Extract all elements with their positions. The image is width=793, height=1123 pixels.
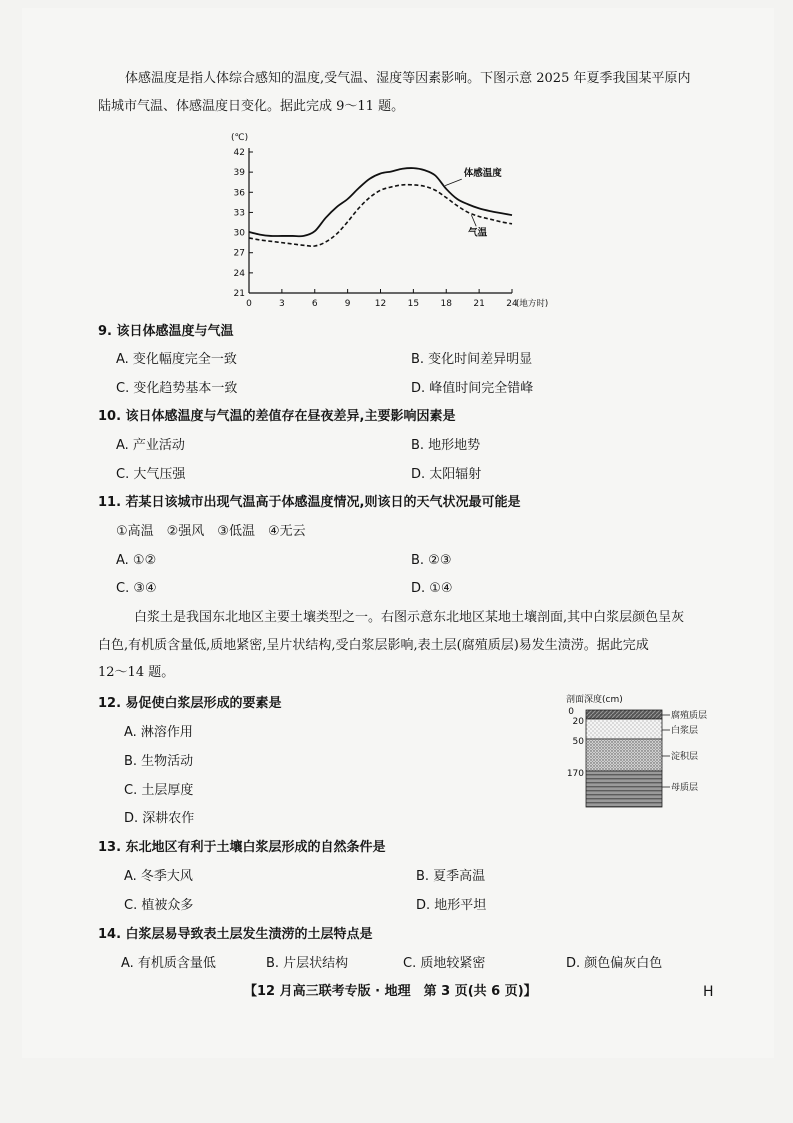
x-unit-label: (地方时) [516, 299, 549, 309]
passage2-line1: 白浆土是我国东北地区主要土壤类型之一。右图示意东北地区某地土壤剖面,其中白浆层颜色呈灰 [134, 610, 685, 625]
q11-option-c[interactable]: C. ③④ [116, 581, 157, 596]
passage2-line3: 12～14 题。 [98, 665, 175, 680]
soil-depth-20: 20 [572, 717, 584, 727]
y-tick-label: 21 [233, 289, 245, 299]
x-tick-label: 0 [246, 299, 252, 309]
q10-stem: 10. 该日体感温度与气温的差值存在昼夜差异,主要影响因素是 [98, 409, 456, 424]
passage1-line2: 陆城市气温、体感温度日变化。据此完成 9～11 题。 [98, 99, 405, 114]
q9-option-d[interactable]: D. 峰值时间完全错峰 [411, 381, 534, 396]
q12-option-a[interactable]: A. 淋溶作用 [124, 725, 193, 740]
page-footer: 【12 月高三联考专版 · 地理 第 3 页(共 6 页)】 [244, 984, 537, 999]
soil-depth-170: 170 [566, 769, 584, 779]
albic-layer [586, 719, 662, 739]
x-tick-label: 6 [311, 299, 318, 309]
q9-option-b[interactable]: B. 变化时间差异明显 [411, 352, 533, 367]
q10-option-c[interactable]: C. 大气压强 [116, 467, 186, 482]
q11-option-b[interactable]: B. ②③ [411, 553, 452, 568]
illuvial-layer [586, 739, 662, 771]
q14-stem: 14. 白浆层易导致表土层发生渍涝的土层特点是 [98, 927, 373, 942]
temperature-chart [222, 128, 567, 313]
label-humus-layer: 腐殖质层 [671, 711, 708, 721]
y-tick-label: 30 [233, 228, 245, 239]
passage2-line2: 白色,有机质含量低,质地紧密,呈片状结构,受白浆层影响,表土层(腐殖质层)易发生渍涝。据此完成 [98, 638, 649, 653]
q12-option-c[interactable]: C. 土层厚度 [124, 783, 194, 798]
q10-option-b[interactable]: B. 地形地势 [411, 438, 481, 453]
q12-stem: 12. 易促使白浆层形成的要素是 [98, 696, 282, 711]
y-tick-label: 27 [233, 248, 245, 259]
label-illuvial-layer: 淀积层 [671, 752, 699, 762]
y-tick-label: 36 [233, 188, 245, 199]
humus-layer [586, 710, 662, 719]
q13-option-c[interactable]: C. 植被众多 [124, 898, 194, 913]
q11-stem: 11. 若某日该城市出现气温高于体感温度情况,则该日的天气状况最可能是 [98, 495, 521, 510]
version-mark: H [703, 984, 714, 1000]
x-tick-label: 15 [407, 299, 420, 309]
q14-option-b[interactable]: B. 片层状结构 [266, 956, 349, 971]
q9-option-c[interactable]: C. 变化趋势基本一致 [116, 381, 238, 396]
q13-stem: 13. 东北地区有利于土壤白浆层形成的自然条件是 [98, 840, 386, 855]
x-tick-label: 3 [279, 299, 285, 309]
y-tick-label: 24 [233, 268, 245, 279]
y-tick-label: 39 [233, 168, 245, 179]
q14-option-a[interactable]: A. 有机质含量低 [121, 956, 216, 971]
q11-option-a[interactable]: A. ①② [116, 553, 157, 568]
series-label-air-temperature: 气温 [468, 227, 488, 239]
q11-items: ①高温 ②强风 ③低温 ④无云 [116, 524, 306, 539]
series-label-apparent-temperature: 体感温度 [463, 168, 502, 180]
soil-axis-label: 剖面深度(cm) [566, 695, 623, 705]
q9-stem: 9. 该日体感温度与气温 [98, 324, 234, 339]
passage1-line1: 体感温度是指人体综合感知的温度,受气温、湿度等因素影响。下图示意 2025 年夏季我国某平原内 [125, 71, 691, 86]
q11-option-d[interactable]: D. ①④ [411, 581, 453, 596]
x-tick-label: 12 [374, 299, 387, 309]
y-tick-label: 33 [233, 208, 245, 219]
q14-option-d[interactable]: D. 颜色偏灰白色 [566, 956, 663, 971]
x-tick-label: 9 [344, 299, 351, 309]
q13-option-b[interactable]: B. 夏季高温 [416, 869, 486, 884]
x-tick-label: 24 [506, 299, 518, 309]
q14-option-c[interactable]: C. 质地较紧密 [403, 956, 486, 971]
label-albic-layer: 白浆层 [671, 726, 699, 736]
x-tick-label: 18 [440, 299, 452, 309]
q12-option-d[interactable]: D. 深耕农作 [124, 811, 195, 826]
soil-depth-50: 50 [572, 737, 584, 747]
q13-option-a[interactable]: A. 冬季大风 [124, 869, 193, 884]
soil-depth-0: 0 [568, 707, 574, 717]
y-tick-label: 42 [233, 148, 245, 158]
q12-option-b[interactable]: B. 生物活动 [124, 754, 194, 769]
q10-option-d[interactable]: D. 太阳辐射 [411, 467, 482, 482]
q13-option-d[interactable]: D. 地形平坦 [416, 898, 487, 913]
soil-profile-diagram [560, 690, 720, 815]
y-unit-label: (℃) [231, 133, 249, 143]
label-parent-material-layer: 母质层 [671, 783, 699, 793]
x-tick-label: 21 [473, 299, 485, 309]
parent-material-layer [586, 771, 662, 807]
q9-option-a[interactable]: A. 变化幅度完全一致 [116, 352, 237, 367]
q10-option-a[interactable]: A. 产业活动 [116, 438, 185, 453]
